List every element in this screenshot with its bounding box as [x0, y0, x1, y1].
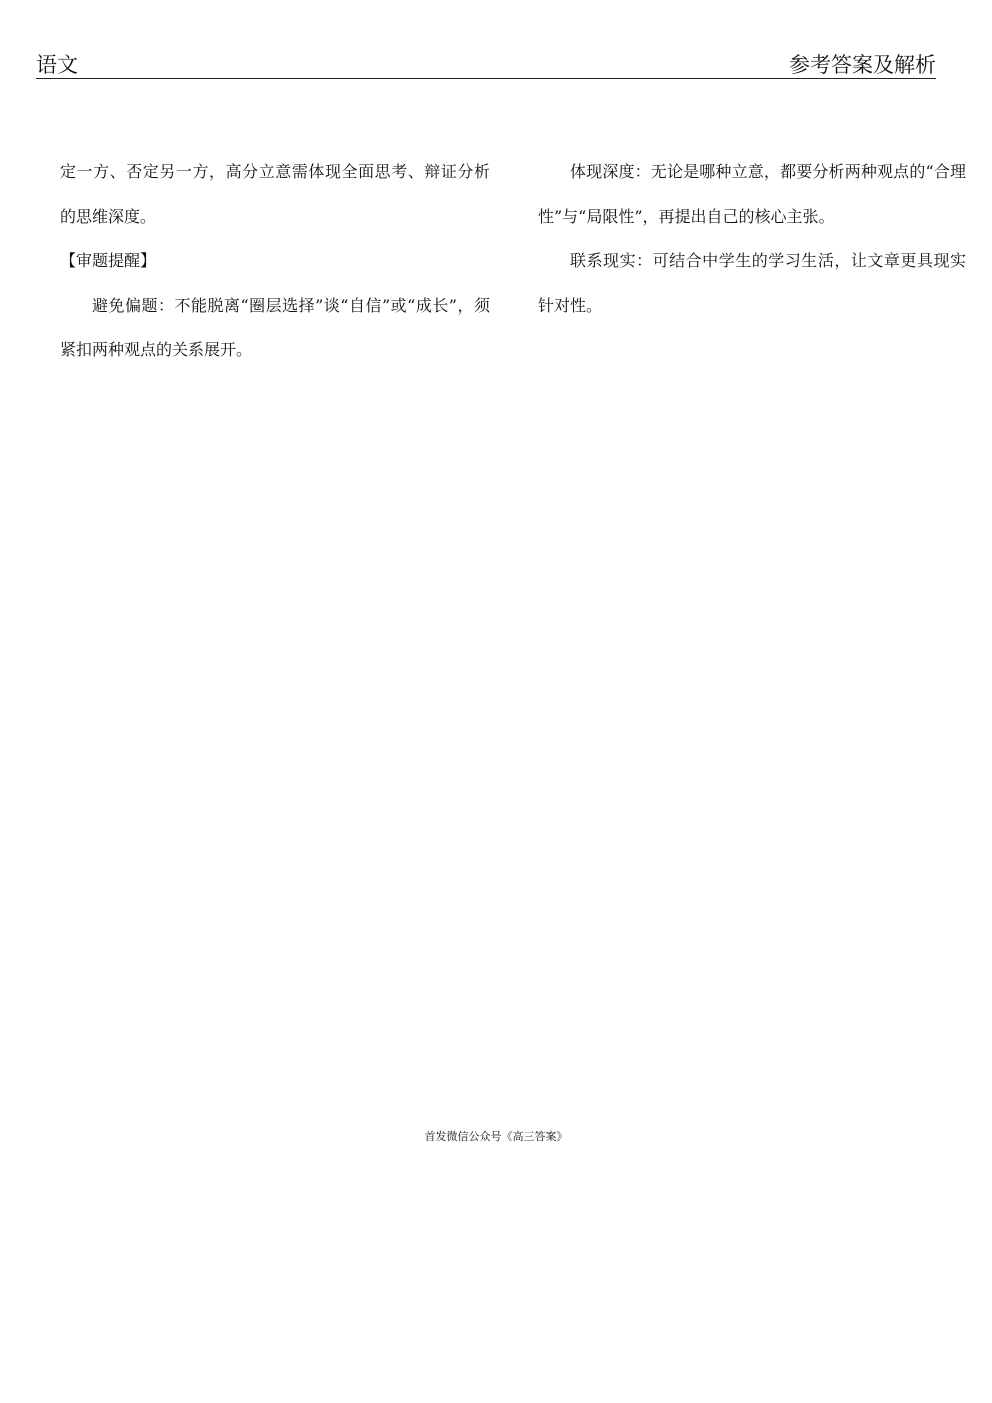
page-header: [36, 52, 936, 79]
section-heading: 【审题提醒】: [60, 251, 157, 270]
paragraph-avoid-off-topic: 避免偏题：不能脱离“圈层选择”谈“自信”或“成长”，须紧扣两种观点的关系展开。: [60, 295, 490, 359]
paragraph-show-depth: 体现深度：无论是哪种立意，都要分析两种观点的“合理性”与“局限性”，再提出自己的核心主张。: [538, 162, 966, 226]
header-subject: 语文: [36, 53, 78, 77]
header-section-title: 参考答案及解析: [789, 53, 936, 77]
right-column: [538, 150, 966, 328]
page-footer: 首发微信公众号《高三答案》: [424, 1130, 568, 1143]
left-column: [60, 150, 490, 373]
paragraph-continuation: 定一方、否定另一方，高分立意需体现全面思考、辩证分析的思维深度。: [60, 162, 490, 226]
paragraph-connect-reality: 联系现实：可结合中学生的学习生活，让文章更具现实针对性。: [538, 251, 966, 315]
